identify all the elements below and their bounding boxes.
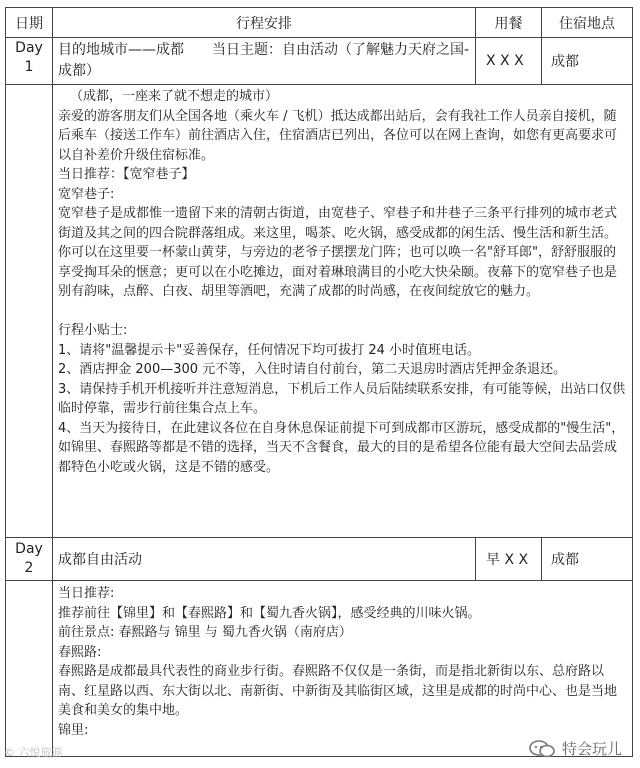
chat-bubble-icon [528, 739, 556, 759]
day1-spot-desc: 宽窄巷子是成都惟一遗留下来的清朝古街道，由宽巷子、窄巷子和井巷子三条平行排列的城市老式街道及其之间的四合院群落组成。来这里，喝茶、吃火锅，感受成都的闲生活、慢生活和新生活。 你可以在这里要一杯蒙山黄芽，与旁边的老爷子摆摆龙门阵；也可以唤一名"舒耳郎"，舒舒服服的享受掏耳朵的惬意；更可以在小吃摊边，面对着琳琅满目的小吃大快朵颐。夜幕下的宽窄巷子也是别有韵味，点醉、白夜、胡里等酒吧，充满了成都的时尚感，在夜间绽放它的魅力。 [58, 206, 624, 299]
header-date: 日期 [15, 15, 43, 32]
day1-tip-1: 1、请将"温馨提示卡"妥善保存，任何情况下均可拔打 24 小时值班电话。 [58, 342, 481, 358]
day1-tagline: （成都，一座来了就不想走的城市） [70, 89, 279, 104]
day1-label-text: Day [15, 40, 43, 56]
itinerary-table [5, 7, 633, 757]
day2-meals: 早 X X [486, 552, 529, 568]
watermark-left: © 六悦旅游 [4, 746, 63, 759]
day2-spot2-title: 锦里: [58, 722, 89, 738]
day2-lodging: 成都 [551, 552, 579, 568]
day1-details [58, 87, 628, 477]
day1-spacer [58, 302, 628, 322]
day1-tip-2: 2、酒店押金 200—300 元不等，入住时请自付前台，第二天退房时酒店凭押金条退还。 [58, 362, 567, 377]
day2-recommend: 推荐前往【锦里】和【春熙路】和【蜀九香火锅】，感受经典的川味火锅。 [58, 605, 481, 621]
header-meals: 用餐 [494, 15, 523, 32]
day1-summary: 目的地城市——成都 当日主题：自由活动（了解魅力天府之国-成都） [58, 42, 470, 79]
day1-tip-3: 3、请保持手机开机接听并注意短消息，下机后工作人员后陆续联系安排，有可能等候，出站口仅供临时停靠，需步行前往集合点上车。 [58, 381, 626, 416]
day2-recommend-title: 当日推荐: [58, 586, 115, 601]
day1-meals: X X X [486, 53, 524, 69]
day2-spots: 前往景点: 春熙路与 锦里 与 蜀九香火锅（南府店） [58, 625, 352, 640]
day2-label-text: Day [15, 541, 43, 557]
day2-spot1-desc: 春熙路是成都最具代表性的商业步行街。春熙路不仅仅是一条街，而是指北新街以东、总府路以南、红星路以西、东大街以北、南新街、中新街及其临街区域，这里是成都的时尚中心、也是当地美食和美女的集中地。 [58, 664, 618, 718]
header-itinerary: 行程安排 [236, 15, 292, 32]
day2-summary: 成都自由活动 [58, 552, 142, 568]
day1-lodging: 成都 [551, 54, 579, 70]
day1-recommend: 当日推荐：【宽窄巷子】 [58, 167, 195, 182]
day2-number: 2 [24, 560, 34, 576]
day1-intro: 亲爱的游客朋友们从全国各地（乘火车 / 飞机）抵达成都出站后，会有我社工作人员亲自接机，随后乘车（接送工作车）前往酒店入住，住宿酒店已列出，各位可以在网上查询，如您有更高要求可以自补差价升级住宿标准。 [58, 108, 618, 163]
watermark-right [528, 738, 622, 759]
day2-label [6, 540, 52, 578]
day1-number: 1 [24, 59, 34, 75]
day1-tip-4: 4、当天为接待日，在此建议各位在自身休息保证前提下可到成都市区游玩，感受成都的"慢生活"，如锦里、春熙路等都是不错的选择，当天不含餐食，最大的目的是希望各位能有最大空间去品尝成都特色小吃或火锅，这是不错的感受。 [58, 420, 625, 475]
watermark-right-text: 特会玩儿 [562, 740, 623, 758]
day2-spot1-title: 春熙路: [58, 644, 102, 660]
header-lodging: 住宿地点 [559, 15, 615, 32]
day1-tips-title: 行程小贴士: [58, 323, 128, 338]
day2-details [58, 584, 628, 740]
day1-label [6, 39, 52, 77]
day1-spot-title: 宽窄巷子: [58, 186, 115, 202]
